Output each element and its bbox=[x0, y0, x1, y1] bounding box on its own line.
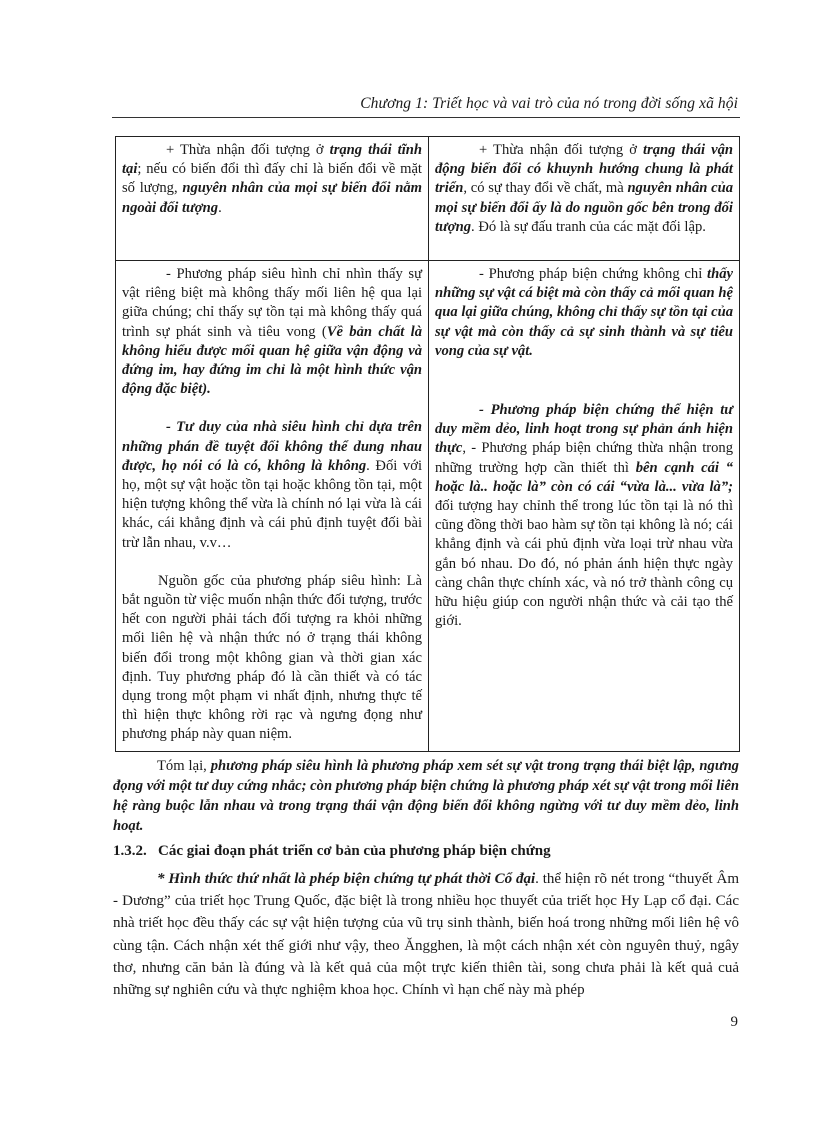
metaphysics-static-text: + Thừa nhận đối tượng ở trạng thái tĩnh tại; nếu có biến đổi thì đấy chỉ là biến đổi về mặt số lượng, nguyên nhân của mọi sự biến đổi nằm ngoài đối tượng. bbox=[122, 142, 422, 216]
running-header: Chương 1: Triết học và vai trò của nó trong đời sống xã hội bbox=[360, 95, 738, 112]
page-number: 9 bbox=[730, 1014, 738, 1030]
dialectics-cell bbox=[429, 261, 740, 752]
dialectics-relations-text: - Phương pháp biện chứng không chỉ thấy những sự vật cá biệt mà còn thấy cả mối quan hệ qua lại giữa chúng, không chỉ thấy sự tồn tại của sự vật mà còn thấy cả sự sinh thành và sự tiêu vong của sự vật. bbox=[435, 266, 733, 359]
summary-paragraph: Tóm lại, phương pháp siêu hình là phương pháp xem sét sự vật trong trạng thái biệt lập, ngưng đọng với một tư duy cứng nhắc; còn phương pháp biện chứng là phương pháp xét sự vật trong mối liên hệ ràng buộc lẫn nhau và trong trạng thái vận động biến đổi không ngừng với tư duy mềm dẻo, linh hoạt. bbox=[113, 758, 739, 834]
comparison-table bbox=[115, 136, 740, 752]
body-paragraph: * Hình thức thứ nhất là phép biện chứng tự phát thời Cổ đại. thể hiện rõ nét trong “thuyết Âm - Dương” của triết học Trung Quốc, đặc biệt là trong nhiều học thuyết của triết học Hy Lạp cổ đại. Các nhà triết học đều thấy các sự vật hiện tượng của vũ trụ sinh thành, biến hoá trong những mối liên hệ vô cùng tận. Cách nhận xét thế giới như vậy, theo Ăngghen, là một cách nhận xét còn nguyên thuỷ, ngây thơ, nhưng căn bản là đúng và là kết quả của một trực kiến thiên tài, song chưa phải là kết quả cuả những sự nghiên cứu và thực nghiệm khoa học. Chính vì hạn chế này mà phép bbox=[113, 871, 739, 999]
section-heading bbox=[113, 843, 739, 860]
metaphysics-cell bbox=[116, 137, 429, 261]
metaphysics-origin-text: Nguồn gốc của phương pháp siêu hình: Là bắt nguồn từ việc muốn nhận thức đối tượng, trước hết con người phải tách đối tượng ra khỏi những mối liên hệ và nhận thức nó ở trạng thái không biến đổi trong một không gian và thời gian xác định. Tuy phương pháp đó là cần thiết và có tác dụng trong một phạm vi nhất định, nhưng thực tế thì hiện thực không rời rạc và ngưng đọng như phương pháp này quan niệm. bbox=[122, 572, 422, 743]
table-row bbox=[116, 137, 740, 261]
metaphysics-thinking-text: - Tư duy của nhà siêu hình chỉ dựa trên những phán đề tuyệt đối không thể dung nhau được, họ nói có là có, không là không. Đối với họ, một sự vật hoặc tồn tại hoặc không tồn tại, một hiện tượng không thể vừa là chính nó lại vừa là cái khác, cái khẳng định và cái phủ định tuyệt đối bài trừ lẫn nhau, v.v… bbox=[122, 419, 423, 551]
section-title: Các giai đoạn phát triển cơ bản của phương pháp biện chứng bbox=[158, 843, 551, 859]
dialectics-thinking-text: - Phương pháp biện chứng thể hiện tư duy mềm dẻo, linh hoạt trong sự phản ánh hiện thực, - Phương pháp biện chứng thừa nhận trong những trường hợp cần thiết thì bên cạnh cái “ hoặc là.. hoặc là” còn có cái “vừa là... vừa là”; đối tượng hay chỉnh thể trong lúc tồn tại là nó thì cũng đồng thời bao hàm sự tồn tại không là nó; cái khẳng định và cái phủ định vừa loại trừ nhau vừa gắn bó nhau. Do đó, nó phản ánh hiện thực ngày càng chân thực chính xác, và nó trở thành công cụ hữu hiệu giúp con người nhận thức và cải tạo thế giới. bbox=[435, 402, 734, 630]
header-rule bbox=[112, 117, 740, 118]
metaphysics-cell bbox=[116, 261, 429, 752]
section-number: 1.3.2. bbox=[113, 843, 147, 859]
table-row bbox=[116, 261, 740, 752]
dialectics-motion-text: + Thừa nhận đối tượng ở trạng thái vận động biến đổi có khuynh hướng chung là phát triển, có sự thay đổi về chất, mà nguyên nhân của mọi sự biến đổi ấy là do nguồn gốc bên trong đối tượng. Đó là sự đấu tranh của các mặt đối lập. bbox=[435, 142, 733, 235]
metaphysics-isolation-text: - Phương pháp siêu hình chỉ nhìn thấy sự vật riêng biệt mà không thấy mối liên hệ qua lại giữa chúng; chỉ thấy sự tồn tại mà không thấy quá trình sự phát sinh và tiêu vong (Về bản chất là không hiểu được mối quan hệ giữa vận động và đứng im, hay đứng im chỉ là một hình thức vận động đặc biệt). bbox=[122, 266, 422, 398]
dialectics-cell bbox=[429, 137, 740, 261]
